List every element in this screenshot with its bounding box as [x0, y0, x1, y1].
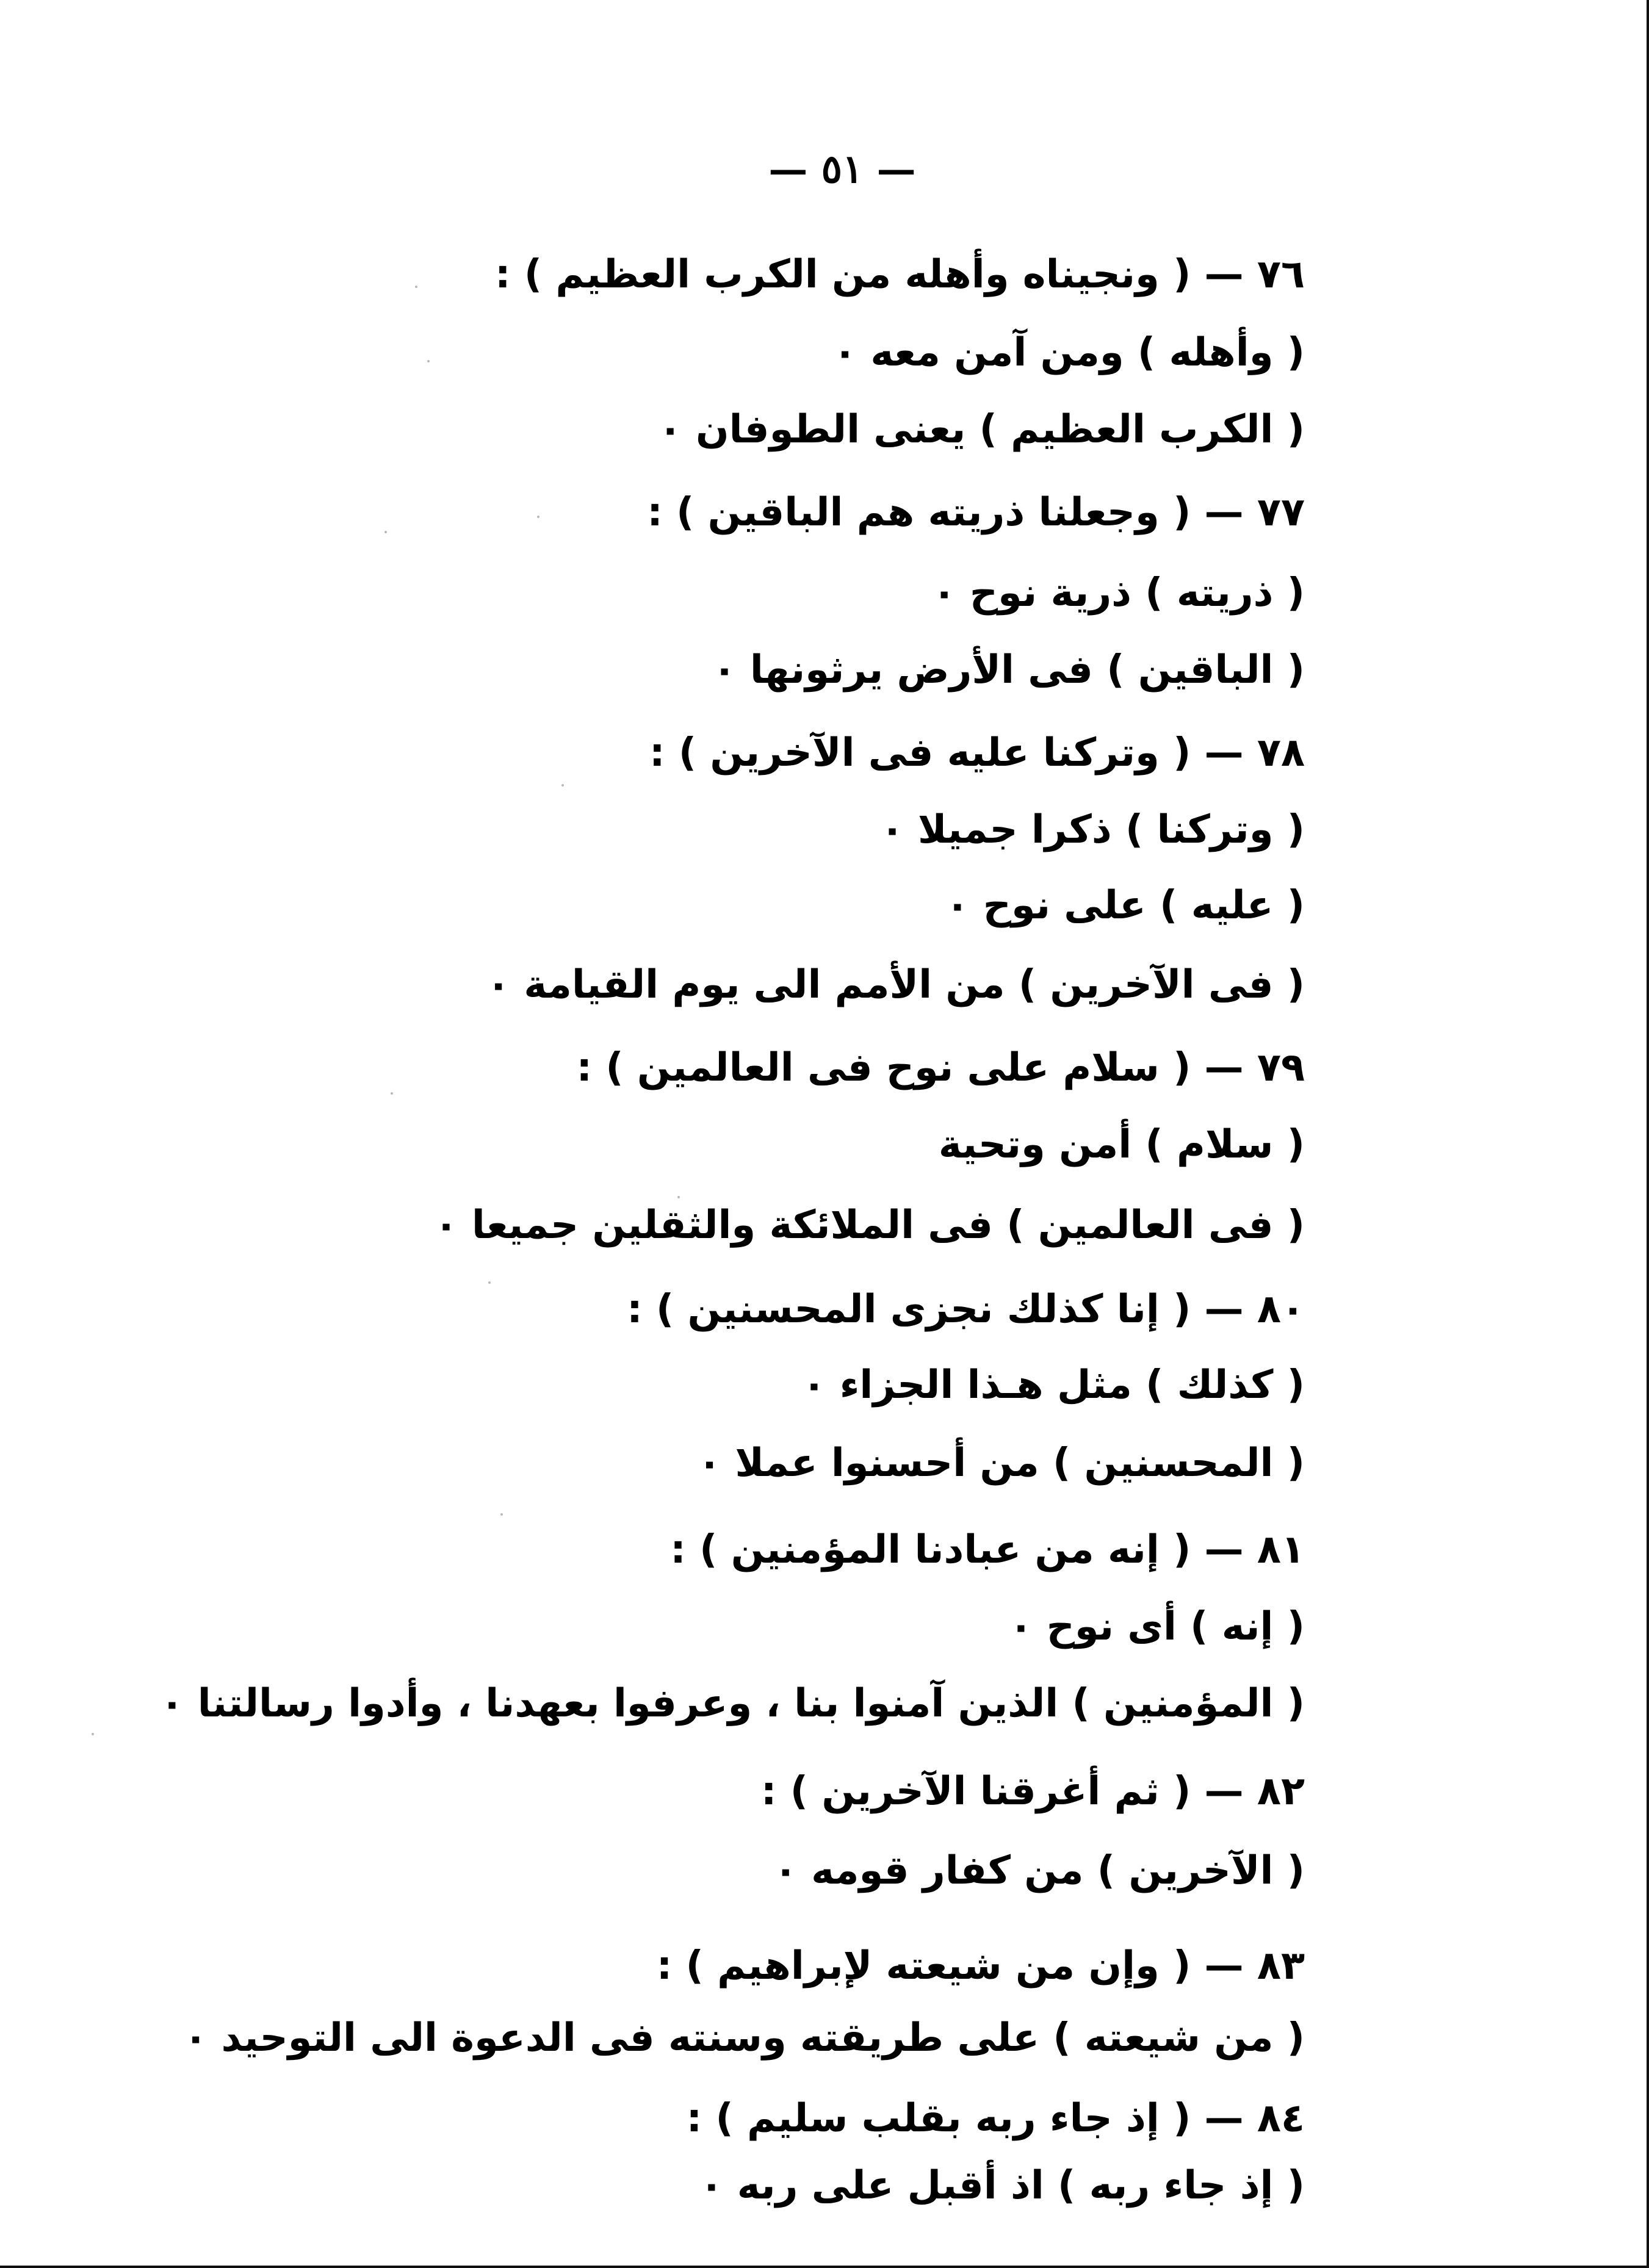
scan-speck [427, 360, 430, 362]
gloss-line: ( فى العالمين ) فى الملائكة والثقلين جميعا ٠ [434, 1203, 1305, 1248]
gloss-line: ( إنه ) أى نوح ٠ [1009, 1604, 1305, 1649]
gloss-line: ( وتركنا ) ذكرا جميلا ٠ [880, 807, 1305, 852]
gloss-line: ( وأهله ) ومن آمن معه ٠ [833, 330, 1305, 375]
scan-speck [537, 516, 539, 518]
scan-speck [384, 531, 387, 533]
scan-speck [677, 1196, 680, 1198]
gloss-line: ( سلام ) أمن وتحية [938, 1122, 1305, 1167]
scan-speck [92, 1733, 94, 1735]
scan-speck [488, 1281, 491, 1284]
verse-line-80: ٨٠ — ( إنا كذلك نجزى المحسنين ) : [627, 1287, 1305, 1332]
gloss-line: ( إذ جاء ربه ) اذ أقبل على ربه ٠ [699, 2163, 1305, 2208]
scan-speck [500, 1513, 503, 1516]
gloss-line: ( ذريته ) ذرية نوح ٠ [932, 571, 1305, 616]
page-number: — ٥١ — [768, 146, 916, 192]
commentary-text [160, 250, 1305, 2239]
gloss-line: ( كذلك ) مثل هـذا الجزاء ٠ [802, 1363, 1305, 1408]
verse-line-82: ٨٢ — ( ثم أغرقنا الآخرين ) : [760, 1769, 1305, 1814]
gloss-line: ( الكرب العظيم ) يعنى الطوفان ٠ [658, 407, 1305, 452]
verse-line-76: ٧٦ — ( ونجيناه وأهله من الكرب العظيم ) : [494, 252, 1305, 297]
gloss-line: ( الآخرين ) من كفار قومه ٠ [773, 1848, 1305, 1893]
verse-line-78: ٧٨ — ( وتركنا عليه فى الآخرين ) : [649, 730, 1305, 776]
verse-line-77: ٧٧ — ( وجعلنا ذريته هم الباقين ) : [647, 490, 1305, 535]
gloss-line: ( المحسنين ) من أحسنوا عملا ٠ [697, 1441, 1305, 1486]
verse-line-79: ٧٩ — ( سلام على نوح فى العالمين ) : [576, 1045, 1305, 1090]
scan-speck [561, 784, 564, 787]
verse-line-83: ٨٣ — ( وإن من شيعته لإبراهيم ) : [656, 1943, 1305, 1989]
verse-line-81: ٨١ — ( إنه من عبادنا المؤمنين ) : [670, 1527, 1305, 1572]
gloss-line: ( المؤمنين ) الذين آمنوا بنا ، وعرفوا بعهدنا ، وأدوا رسالتنا ٠ [160, 1681, 1305, 1726]
gloss-line: ( عليه ) على نوح ٠ [945, 883, 1305, 928]
gloss-line: ( فى الآخرين ) من الأمم الى يوم القيامة ٠ [486, 962, 1305, 1007]
scan-speck [391, 1092, 393, 1095]
gloss-line: ( من شيعته ) على طريقته وسنته فى الدعوة الى التوحيد ٠ [184, 2015, 1305, 2061]
verse-line-84: ٨٤ — ( إذ جاء ربه بقلب سليم ) : [686, 2096, 1305, 2141]
scan-speck [415, 286, 417, 288]
gloss-line: ( الباقين ) فى الأرض يرثونها ٠ [712, 647, 1305, 693]
